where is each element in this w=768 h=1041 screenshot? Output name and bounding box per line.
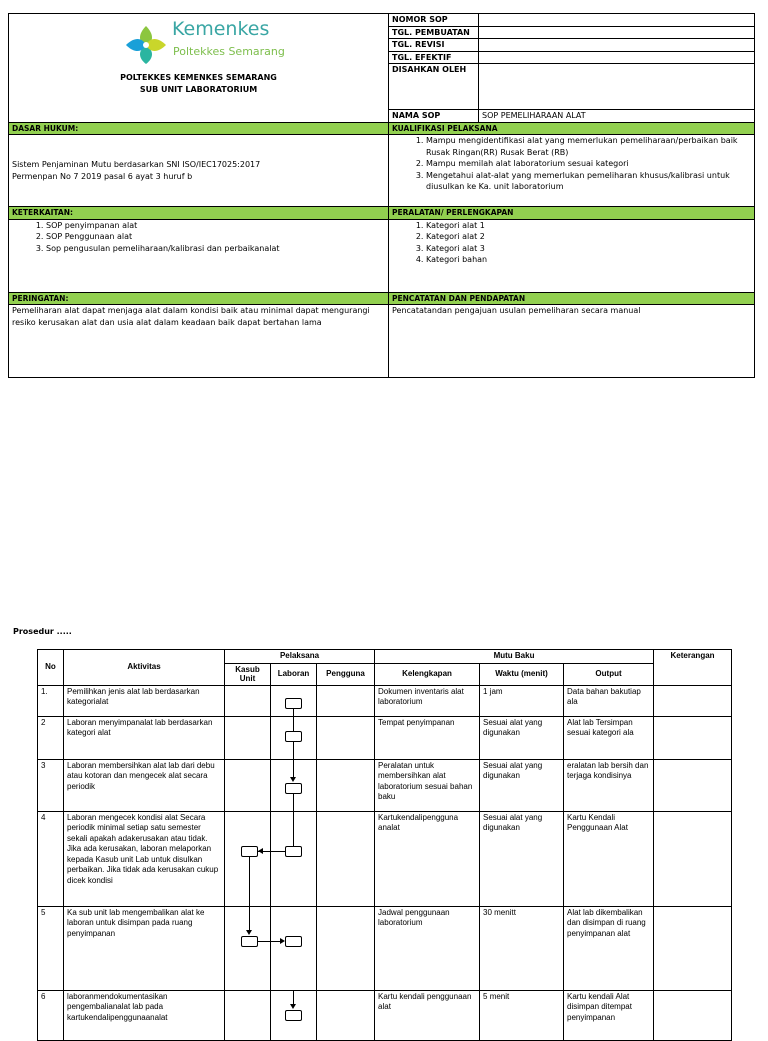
flow-connector	[271, 851, 285, 852]
row-no: 2	[38, 716, 64, 759]
flow-connector	[293, 717, 294, 731]
row-aktivitas: Laboran menyimpanalat lab berdasarkan kategori alat	[64, 716, 225, 759]
org-unit: SUB UNIT LABORATORIUM	[139, 85, 258, 94]
row-waktu: 5 menit	[480, 990, 564, 1040]
table-row	[38, 759, 732, 811]
flow-laboran	[271, 811, 317, 906]
flow-laboran	[271, 906, 317, 990]
flow-step-box	[241, 846, 258, 857]
tgl-efektif-value	[479, 51, 755, 64]
flow-kasub	[225, 906, 271, 990]
tgl-revisi-value	[479, 39, 755, 52]
kualifikasi-item: 2. Mampu memilah alat laboratorium sesuai kategori	[426, 158, 751, 170]
row-kelengkapan: Kartukendalipengguna analat	[375, 811, 480, 906]
flow-connector	[249, 857, 250, 907]
flow-laboran	[271, 716, 317, 759]
tgl-efektif-label: TGL. EFEKTIF	[389, 51, 479, 64]
row-output: Data bahan bakutiap ala	[564, 685, 654, 716]
row-aktivitas: Ka sub unit lab mengembalikan alat ke laboran untuk disimpan pada ruang penyimpanan	[64, 906, 225, 990]
keterkaitan-body	[9, 219, 389, 292]
row-no: 5	[38, 906, 64, 990]
kemenkes-logo-icon	[124, 24, 168, 66]
arrow-down-icon	[290, 1004, 296, 1009]
col-kelengkapan: Kelengkapan	[375, 663, 480, 685]
col-output: Output	[564, 663, 654, 685]
flow-laboran	[271, 685, 317, 716]
table-row	[38, 906, 732, 990]
pencatatan-body: Pencatatandan pengajuan usulan pemeliharan secara manual	[389, 305, 755, 378]
peralatan-item: 4. Kategori bahan	[426, 254, 751, 266]
row-output: Alat lab Tersimpan sesuai kategori ala	[564, 716, 654, 759]
row-aktivitas: Pemilihkan jenis alat lab berdasarkan kategorialat	[64, 685, 225, 716]
col-pelaksana: Pelaksana	[225, 650, 375, 664]
row-waktu: 30 menitt	[480, 906, 564, 990]
row-output: eralatan lab bersih dan terjaga kondisinya	[564, 759, 654, 811]
col-laboran: Laboran	[271, 663, 317, 685]
peralatan-heading: PERALATAN/ PERLENGKAPAN	[389, 207, 755, 220]
flow-step-box	[285, 846, 302, 857]
arrow-down-icon	[290, 777, 296, 782]
row-kelengkapan: Jadwal penggunaan laboratorium	[375, 906, 480, 990]
tgl-pembuatan-label: TGL. PEMBUATAN	[389, 26, 479, 39]
org-name: POLTEKKES KEMENKES SEMARANG	[120, 73, 277, 82]
flow-step-box	[241, 936, 258, 947]
nama-sop-label: NAMA SOP	[389, 110, 479, 123]
flow-pengguna	[317, 906, 375, 990]
kualifikasi-heading: KUALIFIKASI PELAKSANA	[389, 122, 755, 135]
dasar-hukum-line: Permenpan No 7 2019 pasal 6 ayat 3 huruf b	[12, 171, 193, 181]
flow-connector	[271, 941, 280, 942]
row-kelengkapan: Dokumen inventaris alat laboratorium	[375, 685, 480, 716]
arrow-down-icon	[246, 930, 252, 935]
disahkan-oleh-label: DISAHKAN OLEH	[389, 64, 479, 110]
peralatan-item: 1. Kategori alat 1	[426, 220, 751, 232]
row-waktu: Sesuai alat yang digunakan	[480, 716, 564, 759]
flow-laboran	[271, 990, 317, 1040]
row-aktivitas: Laboran membersihkan alat lab dari debu atau kotoran dan mengecek alat secara periodik	[64, 759, 225, 811]
col-aktivitas: Aktivitas	[64, 650, 225, 686]
kualifikasi-body	[389, 135, 755, 207]
table-row	[38, 990, 732, 1040]
row-output: Kartu kendali Alat disimpan ditempat penyimpanan	[564, 990, 654, 1040]
kualifikasi-item: 1. Mampu mengidentifikasi alat yang memerlukan pemeliharaan/perbaikan baik Rusak Ringan(RR) Rusak Berat (RB)	[426, 135, 751, 158]
logo-cell	[9, 14, 389, 123]
dasar-hukum-heading: DASAR HUKUM:	[9, 122, 389, 135]
flow-connector	[293, 760, 294, 778]
flow-kasub	[225, 811, 271, 906]
row-keterangan	[654, 990, 732, 1040]
col-keterangan: Keterangan	[654, 650, 732, 664]
flow-step-box	[285, 1010, 302, 1021]
logo-subname: Poltekkes Semarang	[173, 45, 285, 58]
dasar-hukum-line: Sistem Penjaminan Mutu berdasarkan SNI ISO/IEC17025:2017	[12, 160, 261, 169]
flow-pengguna	[317, 811, 375, 906]
row-aktivitas: Laboran mengecek kondisi alat Secara periodik minimal setiap satu semester sekali apakah adakerusakan atau tidak. Jika ada kerusakan, laboran melaporkan kepada Kasub unit Lab untuk disulkan perbaikan. Jika tidak ada kerusakan cukup dicek kondisi	[64, 811, 225, 906]
flow-step-box	[285, 698, 302, 709]
table-row	[38, 685, 732, 716]
disahkan-oleh-value	[479, 64, 755, 110]
keterkaitan-item: 2. SOP Penggunaan alat	[46, 231, 385, 243]
keterkaitan-item: 3. Sop pengusulan pemeliharaan/kalibrasi dan perbaikanalat	[46, 243, 385, 255]
flow-connector	[293, 742, 294, 760]
nomor-sop-value	[479, 14, 755, 27]
flow-connector	[293, 991, 294, 1005]
row-no: 6	[38, 990, 64, 1040]
flow-pengguna	[317, 759, 375, 811]
flow-laboran	[271, 759, 317, 811]
flow-pengguna	[317, 685, 375, 716]
flow-kasub	[225, 759, 271, 811]
logo-name: Kemenkes	[172, 18, 270, 40]
row-keterangan	[654, 685, 732, 716]
row-waktu: Sesuai alat yang digunakan	[480, 811, 564, 906]
col-pengguna: Pengguna	[317, 663, 375, 685]
peringatan-body: Pemeliharan alat dapat menjaga alat dalam kondisi baik atau minimal dapat mengurangi resiko kerusakan alat dan usia alat dalam keadaan baik dapat bertahan lama	[9, 305, 389, 378]
table-row	[38, 811, 732, 906]
row-no: 1.	[38, 685, 64, 716]
row-output: Alat lab dikembalikan dan disimpan di ruang penyimpanan alat	[564, 906, 654, 990]
prosedur-title: Prosedur .....	[13, 627, 72, 636]
row-waktu: 1 jam	[480, 685, 564, 716]
dasar-hukum-body	[9, 135, 389, 207]
col-no: No	[38, 650, 64, 686]
flow-connector	[293, 812, 294, 846]
peringatan-heading: PERINGATAN:	[9, 292, 389, 305]
row-no: 4	[38, 811, 64, 906]
flow-connector	[293, 794, 294, 812]
row-keterangan	[654, 759, 732, 811]
arrow-left-icon	[258, 848, 263, 854]
tgl-revisi-label: TGL. REVISI	[389, 39, 479, 52]
col-kasub: Kasub Unit	[225, 663, 271, 685]
peralatan-item: 3. Kategori alat 3	[426, 243, 751, 255]
tgl-pembuatan-value	[479, 26, 755, 39]
flow-step-box	[285, 783, 302, 794]
col-keterangan-blank	[654, 663, 732, 685]
keterkaitan-item: 1. SOP penyimpanan alat	[46, 220, 385, 232]
nama-sop-value: SOP PEMELIHARAAN ALAT	[479, 110, 755, 123]
peralatan-body	[389, 219, 755, 292]
flow-kasub	[225, 716, 271, 759]
flow-connector	[258, 941, 271, 942]
sop-header-table	[8, 13, 755, 378]
logo	[12, 14, 385, 72]
col-mutu-baku: Mutu Baku	[375, 650, 654, 664]
row-no: 3	[38, 759, 64, 811]
row-keterangan	[654, 906, 732, 990]
flow-kasub	[225, 685, 271, 716]
procedure-table	[37, 649, 732, 1041]
row-kelengkapan: Kartu kendali penggunaan alat	[375, 990, 480, 1040]
flow-connector	[249, 907, 250, 931]
flow-pengguna	[317, 990, 375, 1040]
flow-step-box	[285, 731, 302, 742]
pencatatan-heading: PENCATATAN DAN PENDAPATAN	[389, 292, 755, 305]
row-keterangan	[654, 716, 732, 759]
col-waktu: Waktu (menit)	[480, 663, 564, 685]
row-aktivitas: laboranmendokumentasikan pengembalianalat lab pada kartukendalipenggunaanalat	[64, 990, 225, 1040]
row-keterangan	[654, 811, 732, 906]
flow-step-box	[285, 936, 302, 947]
peralatan-item: 2. Kategori alat 2	[426, 231, 751, 243]
row-kelengkapan: Tempat penyimpanan	[375, 716, 480, 759]
row-kelengkapan: Peralatan untuk membersihkan alat laboratorium sesuai bahan baku	[375, 759, 480, 811]
flow-pengguna	[317, 716, 375, 759]
nomor-sop-label: NOMOR SOP	[389, 14, 479, 27]
keterkaitan-heading: KETERKAITAN:	[9, 207, 389, 220]
row-waktu: Sesuai alat yang digunakan	[480, 759, 564, 811]
row-output: Kartu Kendali Penggunaan Alat	[564, 811, 654, 906]
table-row	[38, 716, 732, 759]
flow-kasub	[225, 990, 271, 1040]
kualifikasi-item: 3. Mengetahui alat-alat yang memerlukan pemeliharan khusus/kalibrasi untuk diusulkan ke Ka. unit laboratorium	[426, 170, 751, 193]
